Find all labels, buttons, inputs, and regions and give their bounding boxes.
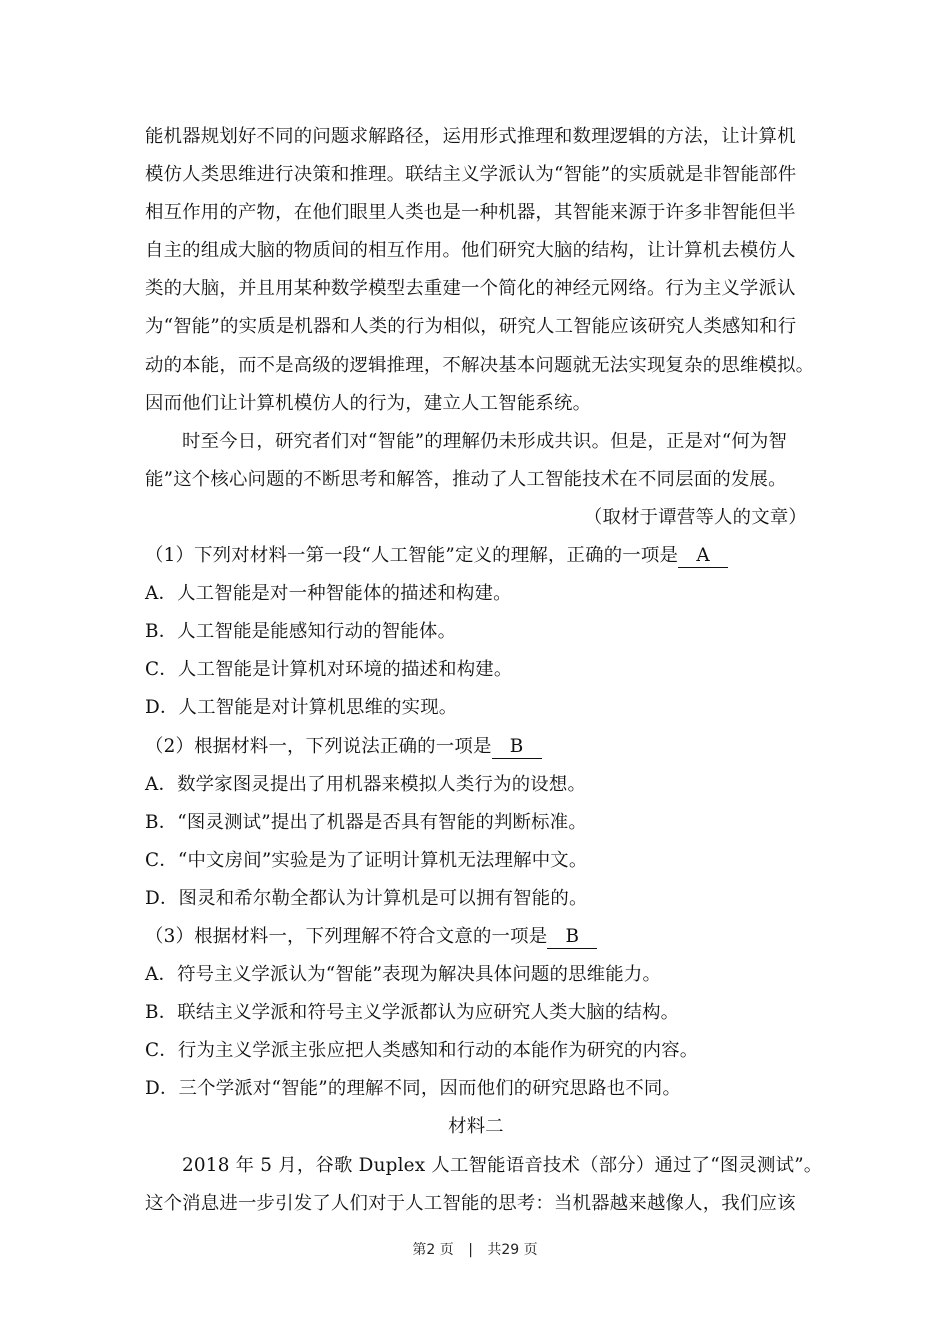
passage-line: 相互作用的产物，在他们眼里人类也是一种机器，其智能来源于许多非智能但半 <box>145 202 796 224</box>
option-item: D．人工智能是对计算机思维的实现。 <box>145 697 458 719</box>
option-item: B．“图灵测试”提出了机器是否具有智能的判断标准。 <box>145 811 587 833</box>
passage-line: 自主的组成大脑的物质间的相互作用。他们研究大脑的结构，让计算机去模仿人 <box>145 240 796 262</box>
option-item: C．“中文房间”实验是为了证明计算机无法理解中文。 <box>145 849 588 871</box>
page-number: 第2 页 <box>412 1242 454 1258</box>
option-item: D．三个学派对“智能”的理解不同，因而他们的研究思路也不同。 <box>145 1078 682 1100</box>
passage-line: 因而他们让计算机模仿人的行为，建立人工智能系统。 <box>145 392 592 414</box>
question-text: （2）根据材料一，下列说法正确的一项是 <box>145 735 492 757</box>
passage-line: 动的本能，而不是高级的逻辑推理，不解决基本问题就无法实现复杂的思维模拟。 <box>145 354 815 376</box>
question-stem <box>145 728 807 766</box>
passage-line: 能机器规划好不同的问题求解路径，运用形式推理和数理逻辑的方法，让计算机 <box>145 126 796 147</box>
passage-line: 2018 年 5 月，谷歌 Duplex 人工智能语音技术（部分）通过了“图灵测试”。 <box>182 1154 823 1176</box>
option-item: A．数学家图灵提出了用机器来模拟人类行为的设想。 <box>145 773 587 795</box>
page-footer <box>0 1239 950 1259</box>
option-item: A．符号主义学派认为“智能”表现为解决具体问题的思维能力。 <box>145 964 662 986</box>
option-item: D．图灵和希尔勒全都认为计算机是可以拥有智能的。 <box>145 887 588 909</box>
option-item: C．人工智能是计算机对环境的描述和构建。 <box>145 659 513 681</box>
option-item: B．联结主义学派和符号主义学派都认为应研究人类大脑的结构。 <box>145 1002 680 1024</box>
total-pages: 共29 页 <box>487 1242 538 1258</box>
passage-line: 这个消息进一步引发了人们对于人工智能的思考：当机器越来越像人，我们应该 <box>145 1192 796 1214</box>
passage-line: 时至今日，研究者们对“智能”的理解仍未形成共识。但是，正是对“何为智 <box>182 430 788 452</box>
passage-line: 为“智能”的实质是机器和人类的行为相似，研究人工智能应该研究人类感知和行 <box>145 316 797 338</box>
passage-line: 模仿人类思维进行决策和推理。联结主义学派认为“智能”的实质就是非智能部件 <box>145 164 797 186</box>
passage-line: 能”这个核心问题的不断思考和解答，推动了人工智能技术在不同层面的发展。 <box>145 468 787 490</box>
option-item: A．人工智能是对一种智能体的描述和构建。 <box>145 583 512 605</box>
question-text: （1）下列对材料一第一段“人工智能”定义的理解，正确的一项是 <box>145 545 679 567</box>
question-stem <box>145 537 807 575</box>
footer-separator: | <box>468 1242 473 1258</box>
section-title: 材料二 <box>448 1116 504 1138</box>
option-item: C．行为主义学派主张应把人类感知和行动的本能作为研究的内容。 <box>145 1040 699 1062</box>
source-citation: （取材于谭营等人的文章） <box>583 506 807 528</box>
passage-line: 类的大脑，并且用某种数学模型去重建一个简化的神经元网络。行为主义学派认 <box>145 278 796 300</box>
question-stem <box>145 918 807 956</box>
answer-blank: B <box>492 736 542 759</box>
document-body <box>145 118 823 1223</box>
option-item: B．人工智能是能感知行动的智能体。 <box>145 621 457 643</box>
answer-blank: B <box>547 926 597 949</box>
question-text: （3）根据材料一，下列理解不符合文意的一项是 <box>145 925 548 947</box>
answer-blank: A <box>678 545 728 568</box>
